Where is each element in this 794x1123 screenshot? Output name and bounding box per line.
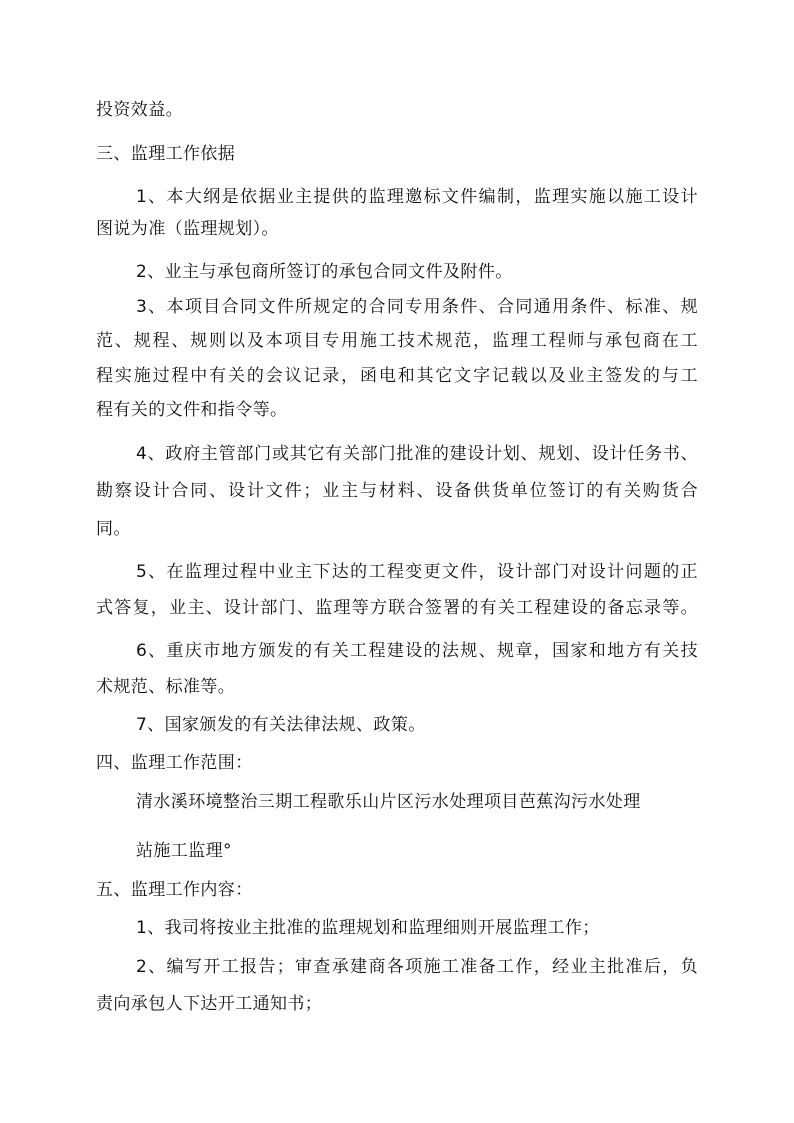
- text-line: 2、编写开工报告；审查承建商各项施工准备工作，经业主批准后，负: [136, 957, 698, 977]
- text-line: 范、规程、规则以及本项目专用施工技术规范，监理工程师与承包商在工: [96, 331, 698, 351]
- text-line: 站施工监理°: [136, 841, 232, 861]
- text-line: 同。: [96, 519, 131, 539]
- text-line: 程实施过程中有关的会议记录，函电和其它文字记载以及业主签发的与工: [96, 366, 698, 386]
- text-line: 勘察设计合同、设计文件；业主与材料、设备供货单位签订的有关购货合: [96, 481, 698, 501]
- text-line: 程有关的文件和指令等。: [96, 400, 288, 420]
- section-heading-basis: 三、监理工作依据: [96, 144, 236, 164]
- text-line: 1、我司将按业主批准的监理规划和监理细则开展监理工作；: [136, 918, 600, 938]
- text-line: 术规范、标准等。: [96, 677, 236, 697]
- text-line: 清水溪环境整治三期工程歌乐山片区污水处理项目芭蕉沟污水处理: [136, 792, 641, 812]
- text-line: 式答复，业主、设计部门、监理等方联合签署的有关工程建设的备忘录等。: [96, 598, 698, 618]
- section-heading-content: 五、监理工作内容：: [96, 880, 253, 900]
- text-line: 5、在监理过程中业主下达的工程变更文件，设计部门对设计问题的正: [136, 562, 698, 582]
- text-line: 4、政府主管部门或其它有关部门批准的建设计划、规划、设计任务书、: [136, 444, 698, 464]
- text-line: 投资效益。: [96, 100, 183, 120]
- text-line: 3、本项目合同文件所规定的合同专用条件、合同通用条件、标准、规: [136, 297, 698, 317]
- text-line: 7、国家颁发的有关法律法规、政策。: [136, 715, 426, 735]
- section-heading-scope: 四、监理工作范围：: [96, 753, 253, 773]
- text-line: 1、本大纲是依据业主提供的监理邀标文件编制，监理实施以施工设计: [136, 187, 698, 207]
- text-line: 责向承包人下达开工通知书；: [96, 994, 323, 1014]
- text-line: 图说为准（监理规划）。: [96, 219, 279, 239]
- text-line: 2、业主与承包商所签订的承包合同文件及附件。: [136, 262, 513, 282]
- text-line: 6、重庆市地方颁发的有关工程建设的法规、规章，国家和地方有关技: [136, 641, 698, 661]
